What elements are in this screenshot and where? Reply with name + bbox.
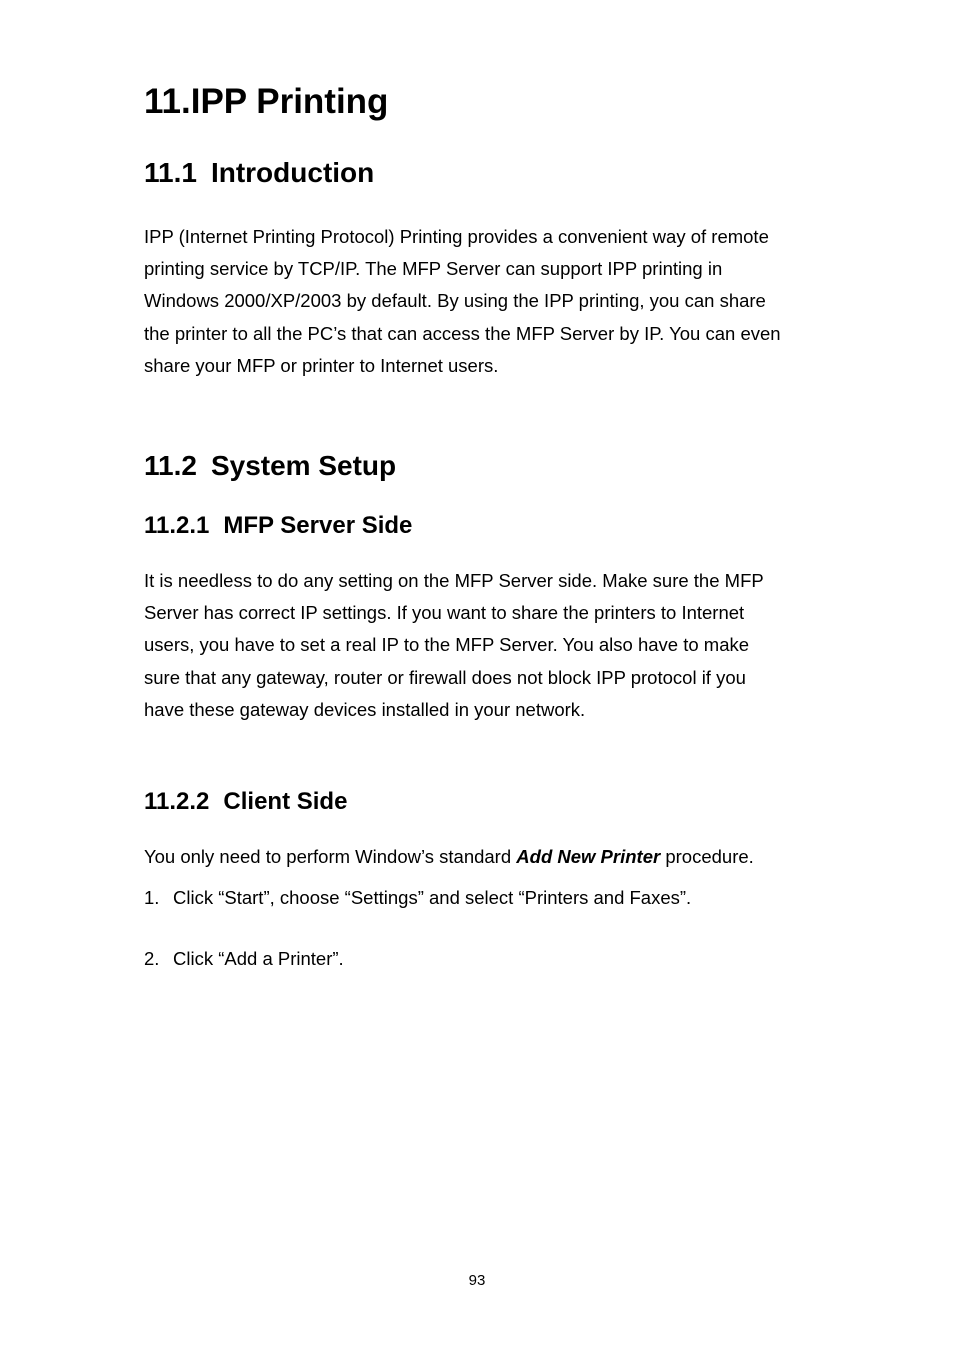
paragraph-line: printing service by TCP/IP. The MFP Server can support IPP printing in [144, 258, 723, 280]
paragraph-line: Server has correct IP settings. If you want to share the printers to Internet [144, 602, 745, 624]
add-new-printer-emphasis: Add New Printer [516, 846, 661, 867]
list-item [144, 883, 691, 913]
introduction-paragraph [144, 221, 824, 382]
section-number: 11.1 [144, 157, 197, 188]
list-item-number: 2. [144, 948, 160, 969]
list-item-number: 1. [144, 887, 160, 908]
section-title: Introduction [210, 157, 375, 188]
subsection-title: Client Side [223, 788, 348, 815]
list-item-text: Click “Add a Printer”. [173, 948, 344, 969]
paragraph-line: Windows 2000/XP/2003 by default. By using the IPP printing, you can share [144, 290, 766, 312]
section-number: 11.2 [144, 450, 197, 481]
paragraph-line: IPP (Internet Printing Protocol) Printing provides a convenient way of remote [144, 226, 769, 247]
list-item [144, 944, 344, 974]
server-side-paragraph [144, 565, 824, 726]
paragraph-line: the printer to all the PC’s that can access the MFP Server by IP. You can even [144, 322, 781, 344]
paragraph-line: share your MFP or printer to Internet users. [144, 354, 499, 376]
section-heading-system-setup [144, 448, 396, 484]
subsection-heading-client-side [144, 786, 347, 818]
paragraph-line: sure that any gateway, router or firewall does not block IPP protocol if you [144, 666, 746, 688]
subsection-number: 11.2.1 [144, 512, 210, 539]
paragraph-line: have these gateway devices installed in your network. [144, 698, 586, 720]
list-item-text: Click “Start”, choose “Settings” and select “Printers and Faxes”. [173, 887, 692, 908]
chapter-title: 11.IPP Printing [144, 82, 389, 121]
page-number: 93 [468, 1272, 486, 1289]
paragraph-line: users, you have to set a real IP to the MFP Server. You also have to make [144, 634, 750, 656]
client-side-intro [144, 842, 754, 872]
intro-text-after: procedure. [660, 846, 754, 867]
section-title: System Setup [210, 450, 397, 481]
section-heading-introduction [144, 155, 374, 191]
intro-text-before: You only need to perform Window’s standard [144, 846, 517, 867]
subsection-number: 11.2.2 [144, 788, 210, 815]
subsection-heading-server-side [144, 510, 412, 542]
subsection-title: MFP Server Side [223, 512, 413, 539]
paragraph-line: It is needless to do any setting on the MFP Server side. Make sure the MFP [144, 570, 764, 591]
